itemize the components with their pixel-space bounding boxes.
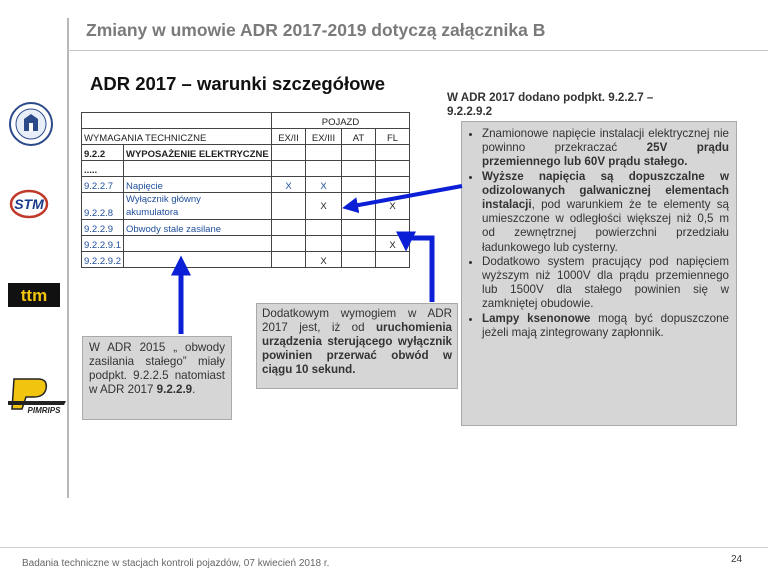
row-label-line: akumulatora: [125, 207, 179, 218]
row-label: Obwody stale zasilane: [123, 220, 271, 236]
footer-text: Badania techniczne w stacjach kontroli pojazdów, 07 kwiecień 2018 r.: [22, 558, 330, 569]
ttm-logo-text: ttm: [20, 286, 48, 305]
row-cell: X: [271, 177, 305, 193]
row-cell: X: [375, 193, 409, 220]
row-code: 9.2.2.9.1: [82, 236, 124, 252]
details-text: , pod warunkiem że te elementy są umieszczone w odległości większej niż 0,5 m od zewnętrznej powierzchni przedziału ładunkowego lub cysterny.: [482, 198, 729, 254]
row-cell: X: [305, 177, 341, 193]
row-cell: X: [305, 193, 341, 220]
row-label-line: Wyłącznik główny: [125, 194, 201, 205]
section-code: 9.2.2: [82, 145, 124, 161]
adr2015-note-end: .: [192, 383, 196, 396]
col-header: EX/II: [271, 129, 305, 145]
row-code: 9.2.2.9: [82, 220, 124, 236]
col-header: FL: [375, 129, 409, 145]
ellipsis-cell: .....: [82, 161, 124, 177]
arrow-to-9-2-2-8: [406, 238, 432, 302]
section-label: WYPOSAŻENIE ELEKTRYCZNE: [123, 145, 271, 161]
row-code: 9.2.2.9.2: [82, 252, 124, 268]
requirements-header: WYMAGANIA TECHNICZNE: [82, 129, 272, 145]
adr2015-note-bold: 9.2.2.9: [156, 383, 193, 396]
arrow-to-9-2-2-7: [348, 186, 462, 207]
details-text: Znamionowe napięcie instalacji elektrycznej nie powinno przekraczać: [482, 127, 729, 155]
row-code: 9.2.2.8: [82, 193, 124, 220]
col-header: EX/III: [305, 129, 341, 145]
details-bold: 25V prądu przemiennego lub 60V prądu stałego.: [482, 141, 729, 169]
additional-note-text: Dodatkowym wymogiem w ADR 2017 jest, iż od: [262, 307, 452, 334]
details-text: Dodatkowo system pracujący pod napięciem wyższym niż 1000V dla prądu przemiennego lub 1500V dla stałego powinien się w zamkniętej obudowie.: [482, 254, 729, 311]
additional-note-bold: uruchomienia urządzenia sterującego wyłącznik powinien przerwać obwód w ciągu 10 sekund.: [262, 321, 452, 376]
row-cell: X: [305, 252, 341, 268]
row-cell: X: [375, 236, 409, 252]
details-bold: Lampy ksenonowe: [482, 311, 591, 325]
vehicle-group-header: POJAZD: [271, 113, 409, 129]
section-subtitle: ADR 2017 – warunki szczegółowe: [90, 73, 386, 94]
adr2015-note-text: W ADR 2015 „ obwody zasilania stałego” miały podpkt. 9.2.2.5 natomiast w ADR 2017: [89, 341, 225, 396]
adr2017-added-header: W ADR 2017 dodano podpkt. 9.2.2.7 – 9.2.2.9.2: [447, 91, 654, 118]
row-label: Napięcie: [123, 177, 271, 193]
page-number: 24: [731, 554, 743, 565]
col-header: AT: [341, 129, 375, 145]
page-title: Zmiany w umowie ADR 2017-2019 dotyczą załącznika B: [86, 20, 546, 40]
footer-divider: [0, 547, 768, 548]
stm-logo-text: STM: [14, 196, 44, 212]
pimrips-logo-text: PIMRIPS: [27, 406, 61, 415]
row-code: 9.2.2.7: [82, 177, 124, 193]
details-text: mogą być dopuszczone jeżeli mają zintegrowany zapłonnik.: [482, 311, 730, 339]
details-bold: Wyższe napięcia są dopuszczalne w odizolowanych galwanicznej elementach instalacji: [482, 169, 729, 212]
